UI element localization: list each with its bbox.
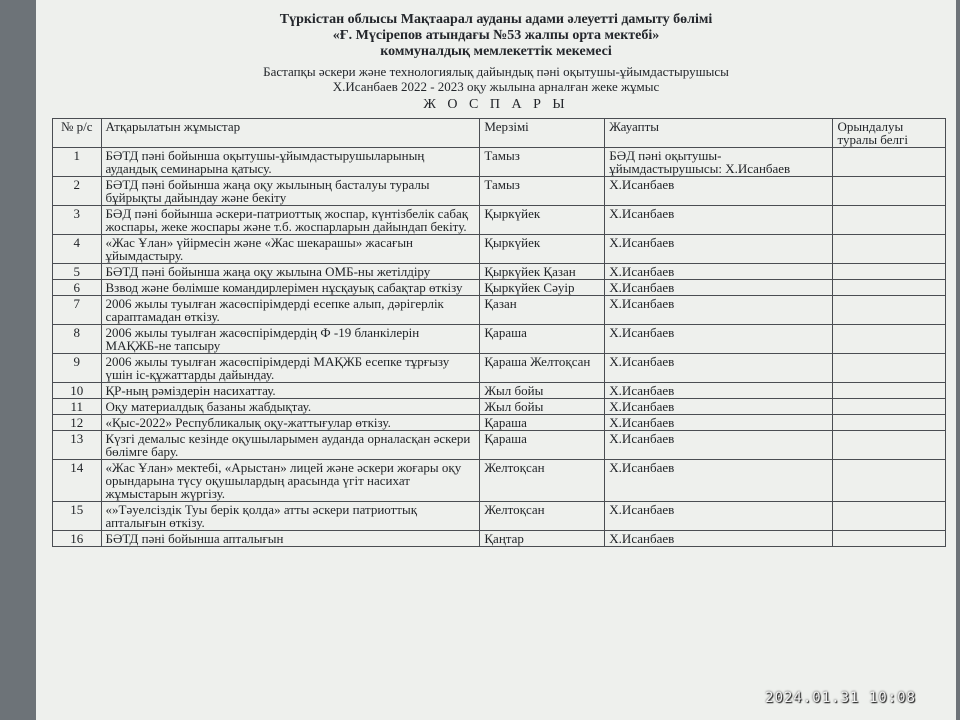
header-line-4: Бастапқы әскери және технологиялық дайындық пәні оқытушы-ұйымдастырушысы bbox=[263, 64, 729, 79]
row-responsible: Х.Исанбаев bbox=[605, 383, 833, 399]
row-completion-mark bbox=[833, 280, 946, 296]
row-number: 9 bbox=[53, 354, 102, 383]
row-number: 1 bbox=[53, 148, 102, 177]
row-work: БӘД пәні бойынша әскери-патриоттық жоспар, күнтізбелік сабақ жоспары, жеке жоспары және т.б. жоспарларын дайындап бекіту. bbox=[101, 206, 480, 235]
row-term: Қыркүйек bbox=[480, 235, 605, 264]
row-completion-mark bbox=[833, 531, 946, 547]
row-term: Тамыз bbox=[480, 148, 605, 177]
row-completion-mark bbox=[833, 460, 946, 502]
table-row bbox=[53, 148, 946, 177]
row-completion-mark bbox=[833, 206, 946, 235]
row-term: Желтоқсан bbox=[480, 460, 605, 502]
row-completion-mark bbox=[833, 431, 946, 460]
row-responsible: Х.Исанбаев bbox=[605, 177, 833, 206]
row-number: 16 bbox=[53, 531, 102, 547]
table-row bbox=[53, 206, 946, 235]
table-header-row bbox=[53, 119, 946, 148]
row-completion-mark bbox=[833, 383, 946, 399]
row-responsible: Х.Исанбаев bbox=[605, 264, 833, 280]
row-completion-mark bbox=[833, 354, 946, 383]
row-work: 2006 жылы туылған жасөспірімдерді МАҚЖБ есепке тұрғызу үшін іс-құжаттарды дайындау. bbox=[101, 354, 480, 383]
row-number: 3 bbox=[53, 206, 102, 235]
row-number: 14 bbox=[53, 460, 102, 502]
header-line-5: Х.Исанбаев 2022 - 2023 оқу жылына арналған жеке жұмыс bbox=[332, 79, 660, 94]
photo-timestamp: 2024.01.31 10:08 bbox=[765, 690, 916, 706]
header-line-2: «Ғ. Мүсірепов атындағы №53 жалпы орта мектебі» bbox=[332, 28, 660, 43]
row-completion-mark bbox=[833, 177, 946, 206]
row-work: БӘТД пәні бойынша оқытушы-ұйымдастырушыларының аудандық семинарына қатысу. bbox=[101, 148, 480, 177]
row-number: 6 bbox=[53, 280, 102, 296]
col-header-completion-mark: Орындалуы туралы белгі bbox=[833, 119, 946, 148]
table-row bbox=[53, 177, 946, 206]
row-work: БӘТД пәні бойынша апталығын bbox=[101, 531, 480, 547]
row-term: Жыл бойы bbox=[480, 383, 605, 399]
row-term: Қыркүйек Сәуір bbox=[480, 280, 605, 296]
row-number: 11 bbox=[53, 399, 102, 415]
table-row bbox=[53, 235, 946, 264]
row-term: Тамыз bbox=[480, 177, 605, 206]
row-number: 12 bbox=[53, 415, 102, 431]
row-responsible: Х.Исанбаев bbox=[605, 280, 833, 296]
row-term: Қазан bbox=[480, 296, 605, 325]
row-completion-mark bbox=[833, 325, 946, 354]
row-responsible: Х.Исанбаев bbox=[605, 531, 833, 547]
table-row bbox=[53, 296, 946, 325]
row-completion-mark bbox=[833, 399, 946, 415]
row-completion-mark bbox=[833, 296, 946, 325]
col-header-work: Атқарылатын жұмыстар bbox=[101, 119, 480, 148]
row-term: Қаңтар bbox=[480, 531, 605, 547]
row-work: ҚР-ның рәміздерін насихаттау. bbox=[101, 383, 480, 399]
row-responsible: Х.Исанбаев bbox=[605, 431, 833, 460]
table-row bbox=[53, 354, 946, 383]
header-line-1: Түркістан облысы Мақтаарал ауданы адами әлеуетті дамыту бөлімі bbox=[279, 12, 713, 27]
row-responsible: БӘД пәні оқытушы-ұйымдастырушысы: Х.Исанбаев bbox=[605, 148, 833, 177]
row-responsible: Х.Исанбаев bbox=[605, 206, 833, 235]
row-work: Взвод және бөлімше командирлерімен нұсқауық сабақтар өткізу bbox=[101, 280, 480, 296]
row-work: БӘТД пәні бойынша жаңа оқу жылының басталуы туралы бұйрықты дайындау және бекіту bbox=[101, 177, 480, 206]
row-work: «Жас Ұлан» үйірмесін және «Жас шекарашы» жасағын ұйымдастыру. bbox=[101, 235, 480, 264]
row-number: 15 bbox=[53, 502, 102, 531]
row-responsible: Х.Исанбаев bbox=[605, 325, 833, 354]
table-row bbox=[53, 325, 946, 354]
row-work: «Қыс-2022» Республикалық оқу-жаттығулар өткізу. bbox=[101, 415, 480, 431]
row-term: Желтоқсан bbox=[480, 502, 605, 531]
row-term: Жыл бойы bbox=[480, 399, 605, 415]
row-number: 7 bbox=[53, 296, 102, 325]
document-page bbox=[36, 0, 956, 720]
row-number: 4 bbox=[53, 235, 102, 264]
table-row bbox=[53, 531, 946, 547]
row-work: Күзгі демалыс кезінде оқушыларымен ауданда орналасқан әскери бөлімге бару. bbox=[101, 431, 480, 460]
row-work: Оқу материалдық базаны жабдықтау. bbox=[101, 399, 480, 415]
row-responsible: Х.Исанбаев bbox=[605, 502, 833, 531]
table-row bbox=[53, 280, 946, 296]
row-work: «»Тәуелсіздік Туы берік қолда» атты әскери патриоттық апталығын өткізу. bbox=[101, 502, 480, 531]
row-responsible: Х.Исанбаев bbox=[605, 296, 833, 325]
row-term: Қараша Желтоқсан bbox=[480, 354, 605, 383]
row-completion-mark bbox=[833, 148, 946, 177]
row-term: Қараша bbox=[480, 431, 605, 460]
row-responsible: Х.Исанбаев bbox=[605, 415, 833, 431]
row-completion-mark bbox=[833, 502, 946, 531]
row-work: 2006 жылы туылған жасөспірімдердің Ф -19 бланкілерін МАҚЖБ-не тапсыру bbox=[101, 325, 480, 354]
row-number: 2 bbox=[53, 177, 102, 206]
row-responsible: Х.Исанбаев bbox=[605, 235, 833, 264]
col-header-term: Мерзімі bbox=[480, 119, 605, 148]
plan-title: Ж О С П А Р Ы bbox=[423, 97, 569, 112]
row-work: БӘТД пәні бойынша жаңа оқу жылына ОМБ-ны жетілдіру bbox=[101, 264, 480, 280]
plan-table bbox=[52, 118, 946, 547]
row-number: 8 bbox=[53, 325, 102, 354]
row-responsible: Х.Исанбаев bbox=[605, 399, 833, 415]
table-row bbox=[53, 460, 946, 502]
col-header-responsible: Жауапты bbox=[605, 119, 833, 148]
row-term: Қыркүйек bbox=[480, 206, 605, 235]
table-row bbox=[53, 383, 946, 399]
row-completion-mark bbox=[833, 264, 946, 280]
table-row bbox=[53, 415, 946, 431]
header-line-3: коммуналдық мемлекеттік мекемесі bbox=[380, 44, 612, 59]
table-row bbox=[53, 399, 946, 415]
table-row bbox=[53, 431, 946, 460]
row-term: Қыркүйек Қазан bbox=[480, 264, 605, 280]
row-term: Қараша bbox=[480, 325, 605, 354]
table-row bbox=[53, 264, 946, 280]
row-work: «Жас Ұлан» мектебі, «Арыстан» лицей және әскери жоғары оқу орындарына түсу оқушылардың арасында үгіт насихат жұмыстарын жүргізу. bbox=[101, 460, 480, 502]
row-work: 2006 жылы туылған жасөспірімдерді есепке алып, дәрігерлік сараптамадан өткізу. bbox=[101, 296, 480, 325]
table-row bbox=[53, 502, 946, 531]
row-number: 13 bbox=[53, 431, 102, 460]
row-responsible: Х.Исанбаев bbox=[605, 460, 833, 502]
row-completion-mark bbox=[833, 415, 946, 431]
row-completion-mark bbox=[833, 235, 946, 264]
row-responsible: Х.Исанбаев bbox=[605, 354, 833, 383]
row-number: 5 bbox=[53, 264, 102, 280]
row-term: Қараша bbox=[480, 415, 605, 431]
col-header-number: № р/с bbox=[53, 119, 102, 148]
row-number: 10 bbox=[53, 383, 102, 399]
